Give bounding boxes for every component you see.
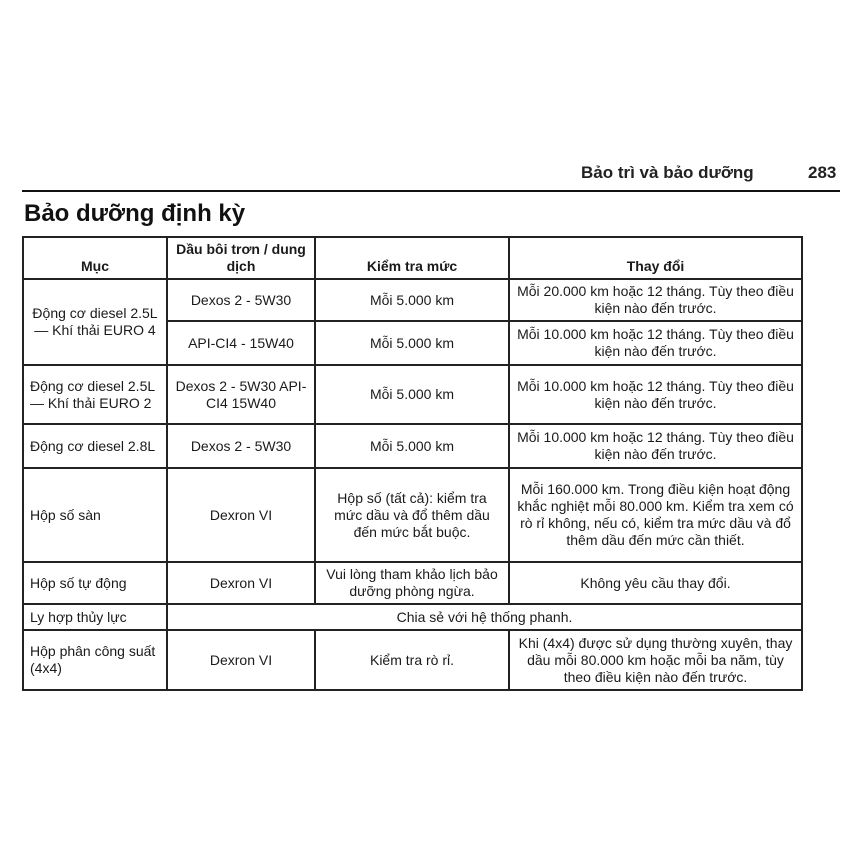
- check-cell: Mỗi 5.000 km: [315, 321, 509, 365]
- item-cell: Động cơ diesel 2.8L: [23, 424, 167, 468]
- column-header-fluid: Dầu bôi trơn / dung dịch: [167, 237, 315, 279]
- fluid-cell: API-CI4 - 15W40: [167, 321, 315, 365]
- change-cell: Khi (4x4) được sử dụng thường xuyên, thay dầu mỗi 80.000 km hoặc mỗi ba năm, tùy theo điều kiện nào đến trước.: [509, 630, 802, 690]
- change-cell: Mỗi 10.000 km hoặc 12 tháng. Tùy theo điều kiện nào đến trước.: [509, 321, 802, 365]
- fluid-cell: Dexos 2 - 5W30: [167, 279, 315, 321]
- change-cell: Mỗi 20.000 km hoặc 12 tháng. Tùy theo điều kiện nào đến trước.: [509, 279, 802, 321]
- item-cell: Động cơ diesel 2.5L — Khí thải EURO 2: [23, 365, 167, 424]
- check-cell: Mỗi 5.000 km: [315, 424, 509, 468]
- fluid-cell: Dexron VI: [167, 630, 315, 690]
- column-header-change: Thay đổi: [509, 237, 802, 279]
- item-cell: Hộp số tự động: [23, 562, 167, 604]
- table-row: [23, 468, 802, 562]
- check-cell: Mỗi 5.000 km: [315, 279, 509, 321]
- maintenance-table: [22, 236, 803, 691]
- section-title: Bảo trì và bảo dưỡng: [581, 163, 754, 182]
- item-cell: Ly hợp thủy lực: [23, 604, 167, 630]
- item-cell: Động cơ diesel 2.5L — Khí thải EURO 4: [23, 279, 167, 365]
- merged-cell: Chia sẻ với hệ thống phanh.: [167, 604, 802, 630]
- fluid-cell: Dexron VI: [167, 468, 315, 562]
- fluid-cell: Dexos 2 - 5W30: [167, 424, 315, 468]
- table-header-row: [23, 237, 802, 279]
- table-row: [23, 604, 802, 630]
- page-number: 283: [808, 163, 837, 182]
- change-cell: Mỗi 160.000 km. Trong điều kiện hoạt động khắc nghiệt mỗi 80.000 km. Kiểm tra xem có rò rỉ không, nếu có, kiểm tra mức dầu và đổ thêm dầu đến mức cần thiết.: [509, 468, 802, 562]
- table-row: [23, 279, 802, 321]
- table-row: [23, 562, 802, 604]
- check-cell: Kiểm tra rò rỉ.: [315, 630, 509, 690]
- check-cell: Vui lòng tham khảo lịch bảo dưỡng phòng ngừa.: [315, 562, 509, 604]
- table-row: [23, 365, 802, 424]
- change-cell: Mỗi 10.000 km hoặc 12 tháng. Tùy theo điều kiện nào đến trước.: [509, 365, 802, 424]
- fluid-cell: Dexron VI: [167, 562, 315, 604]
- item-cell: Hộp số sàn: [23, 468, 167, 562]
- fluid-cell: Dexos 2 - 5W30 API-CI4 15W40: [167, 365, 315, 424]
- item-cell: Hộp phân công suất (4x4): [23, 630, 167, 690]
- table-row: [23, 424, 802, 468]
- check-cell: Hộp số (tất cả): kiểm tra mức dầu và đổ thêm dầu đến mức bắt buộc.: [315, 468, 509, 562]
- column-header-check: Kiểm tra mức: [315, 237, 509, 279]
- change-cell: Mỗi 10.000 km hoặc 12 tháng. Tùy theo điều kiện nào đến trước.: [509, 424, 802, 468]
- table-row: [23, 630, 802, 690]
- check-cell: Mỗi 5.000 km: [315, 365, 509, 424]
- page-title: Bảo dưỡng định kỳ: [24, 200, 246, 227]
- change-cell: Không yêu cầu thay đổi.: [509, 562, 802, 604]
- column-header-item: Mục: [23, 237, 167, 279]
